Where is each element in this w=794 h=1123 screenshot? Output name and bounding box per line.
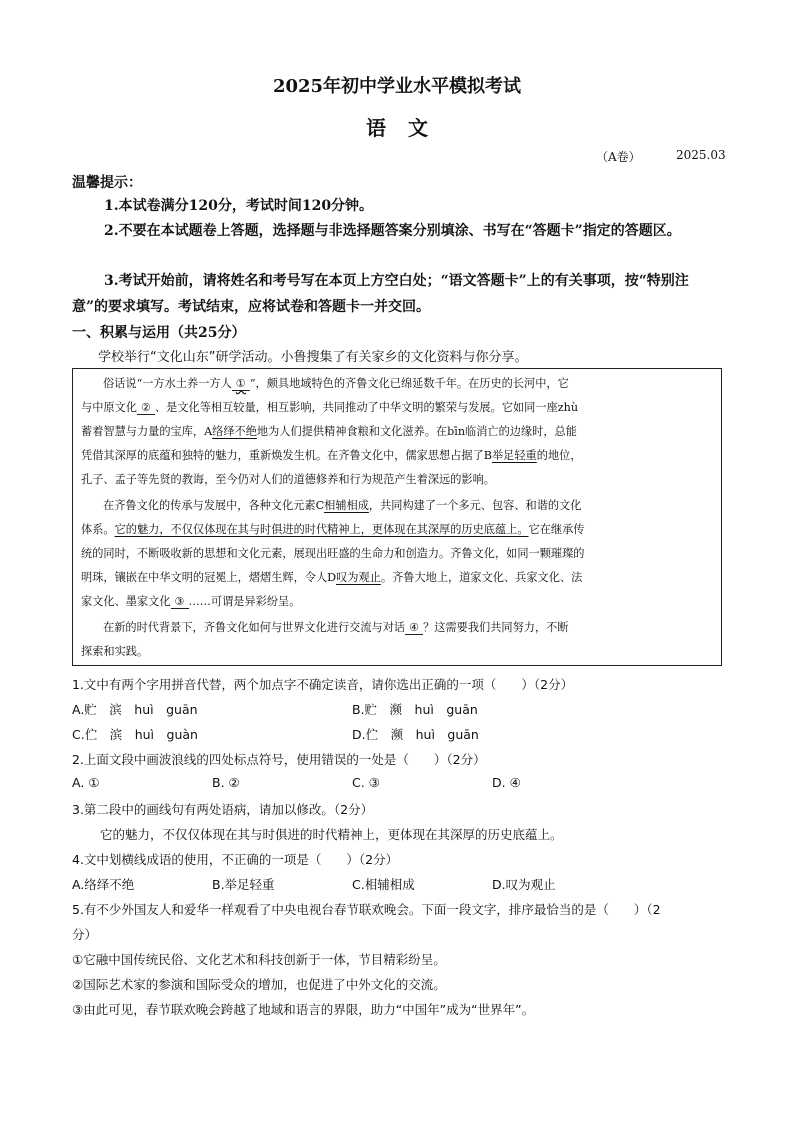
notice-item-3: 3.考试开始前，请将姓名和考号写在本页上方空白处；“语文答题卡”上的有关事项，按“特别注意”的要求填写。考试结束，应将试卷和答题卡一并交回。 [72,273,689,315]
q1-option-c: C.伫 滨 huì guàn [72,727,198,742]
passage-line: 在新的时代背景下，齐鲁文化如何与世界文化进行交流与对话 ④ ？这需要我们共同努力，不断 [103,621,569,634]
blank-4: ④ [405,621,423,635]
q1-option-a: A.贮 滨 huì guān [72,702,198,717]
q5-sentence-1: ①它融中国传统民俗、文化艺术和科技创新于一体，节目精彩纷呈。 [72,952,446,967]
question-5-stem: 5.有不少外国友人和爱华一样观看了中央电视台春节联欢晚会。下面一段文字，排序最恰当的是（ ）（2 [72,902,661,917]
q1-option-b: B.贮 濒 huì guān [352,702,478,717]
q1-option-d: D.伫 濒 huì guān [352,727,479,742]
passage-line: 蓄着智慧与力量的宝库，A络绎不绝地为人们提供精神食粮和文化滋养。在bīn临消亡的边缘时，总能 [81,425,577,438]
q2-option-c: C. ③ [352,775,380,790]
q2-option-d: D. ④ [492,775,521,790]
q4-option-b: B.举足轻重 [212,877,275,892]
section-intro: 学校举行“文化山东”研学活动。小鲁搜集了有关家乡的文化资料与你分享。 [98,350,528,365]
underlined-sentence: 它的魅力，不仅仅体现在其与时俱进的时代精神上，更体现在其深厚的历史底蕴上。 [114,523,529,536]
passage-line: 俗话说“一方水土养一方人 ① ”，颇具地域特色的齐鲁文化已绵延数千年。在历史的长河中，它 [103,377,569,390]
blank-2: ② [137,401,155,415]
q2-option-a: A. ① [72,775,100,790]
question-1-stem: 1.文中有两个字用拼音代替，两个加点字不确定读音，请你选出正确的一项（ ）（2分） [72,677,574,692]
q2-option-b: B. ② [212,775,240,790]
idiom-a: 络绎不绝 [212,425,257,438]
notice-item-2: 2.不要在本试题卷上答题，选择题与非选择题答案分别填涂、书写在“答题卡”指定的答题区。 [104,223,681,239]
passage-line: 明珠，镶嵌在中华文明的冠冕上，熠熠生辉，令人D叹为观止。齐鲁大地上，道家文化、兵家文化、法 [81,571,583,584]
idiom-c: 相辅相成 [324,499,369,512]
q5-sentence-3: ③由此可见，春节联欢晚会跨越了地域和语言的界限，助力“中国年”成为“世界年”。 [72,1002,535,1017]
subject-title: 语文 [366,116,450,140]
passage-line: 凭借其深厚的底蕴和独特的魅力，重新焕发生机。在齐鲁文化中，儒家思想占据了B举足轻重的地位， [81,449,582,462]
passage-line: 统的同时，不断吸收新的思想和文化元素，展现出旺盛的生命力和创造力。齐鲁文化，如同一颗璀璨的 [81,547,585,560]
idiom-d: 叹为观止 [336,571,381,584]
question-3-stem: 3.第二段中的画线句有两处语病，请加以修改。（2分） [72,802,374,817]
passage-line: 探索和实践。 [81,645,149,658]
q4-option-c: C.相辅相成 [352,877,415,892]
paper-type: （A卷） [596,150,641,164]
passage-line: 家文化、墨家文化 ③ ……可谓是异彩纷呈。 [81,595,301,608]
passage-line: 体系。它的魅力，不仅仅体现在其与时俱进的时代精神上，更体现在其深厚的历史底蕴上。它在继承传 [81,523,585,536]
passage-line: 与中原文化 ② 、是文化等相互较量，相互影响，共同推动了中华文明的繁荣与发展。它如同一座zhù [81,401,579,414]
passage-box [72,368,722,666]
q3-sentence: 它的魅力，不仅仅体现在其与时俱进的时代精神上，更体现在其深厚的历史底蕴上。 [100,827,563,842]
q4-option-a: A.络绎不绝 [72,877,135,892]
idiom-b: 举足轻重 [491,449,537,462]
q4-option-d: D.叹为观止 [492,877,556,892]
blank-1: ① [232,377,250,391]
exam-date: 2025.03 [676,148,726,162]
question-4-stem: 4.文中划横线成语的使用，不正确的一项是（ ）（2分） [72,852,399,867]
section-heading: 一、积累与运用（共25分） [72,325,246,341]
passage-line: 在齐鲁文化的传承与发展中，各种文化元素C相辅相成，共同构建了一个多元、包容、和谐的文化 [103,499,582,512]
q5-sentence-2: ②国际艺术家的参演和国际受众的增加，也促进了中外文化的交流。 [72,977,446,992]
notice-heading: 温馨提示： [72,175,142,191]
passage-line: 孔子、孟子等先贤的教诲，至今仍对人们的道德修养和行为规范产生着深远的影响。 [81,473,495,486]
notice-item-1: 1.本试卷满分120分，考试时间120分钟。 [104,198,374,214]
question-2-stem: 2.上面文段中画波浪线的四处标点符号，使用错误的一处是（ ）（2分） [72,752,486,767]
exam-title: 2025年初中学业水平模拟考试 [272,76,522,97]
blank-3: ③ [171,595,189,609]
question-5-stem-cont: 分） [72,927,98,942]
